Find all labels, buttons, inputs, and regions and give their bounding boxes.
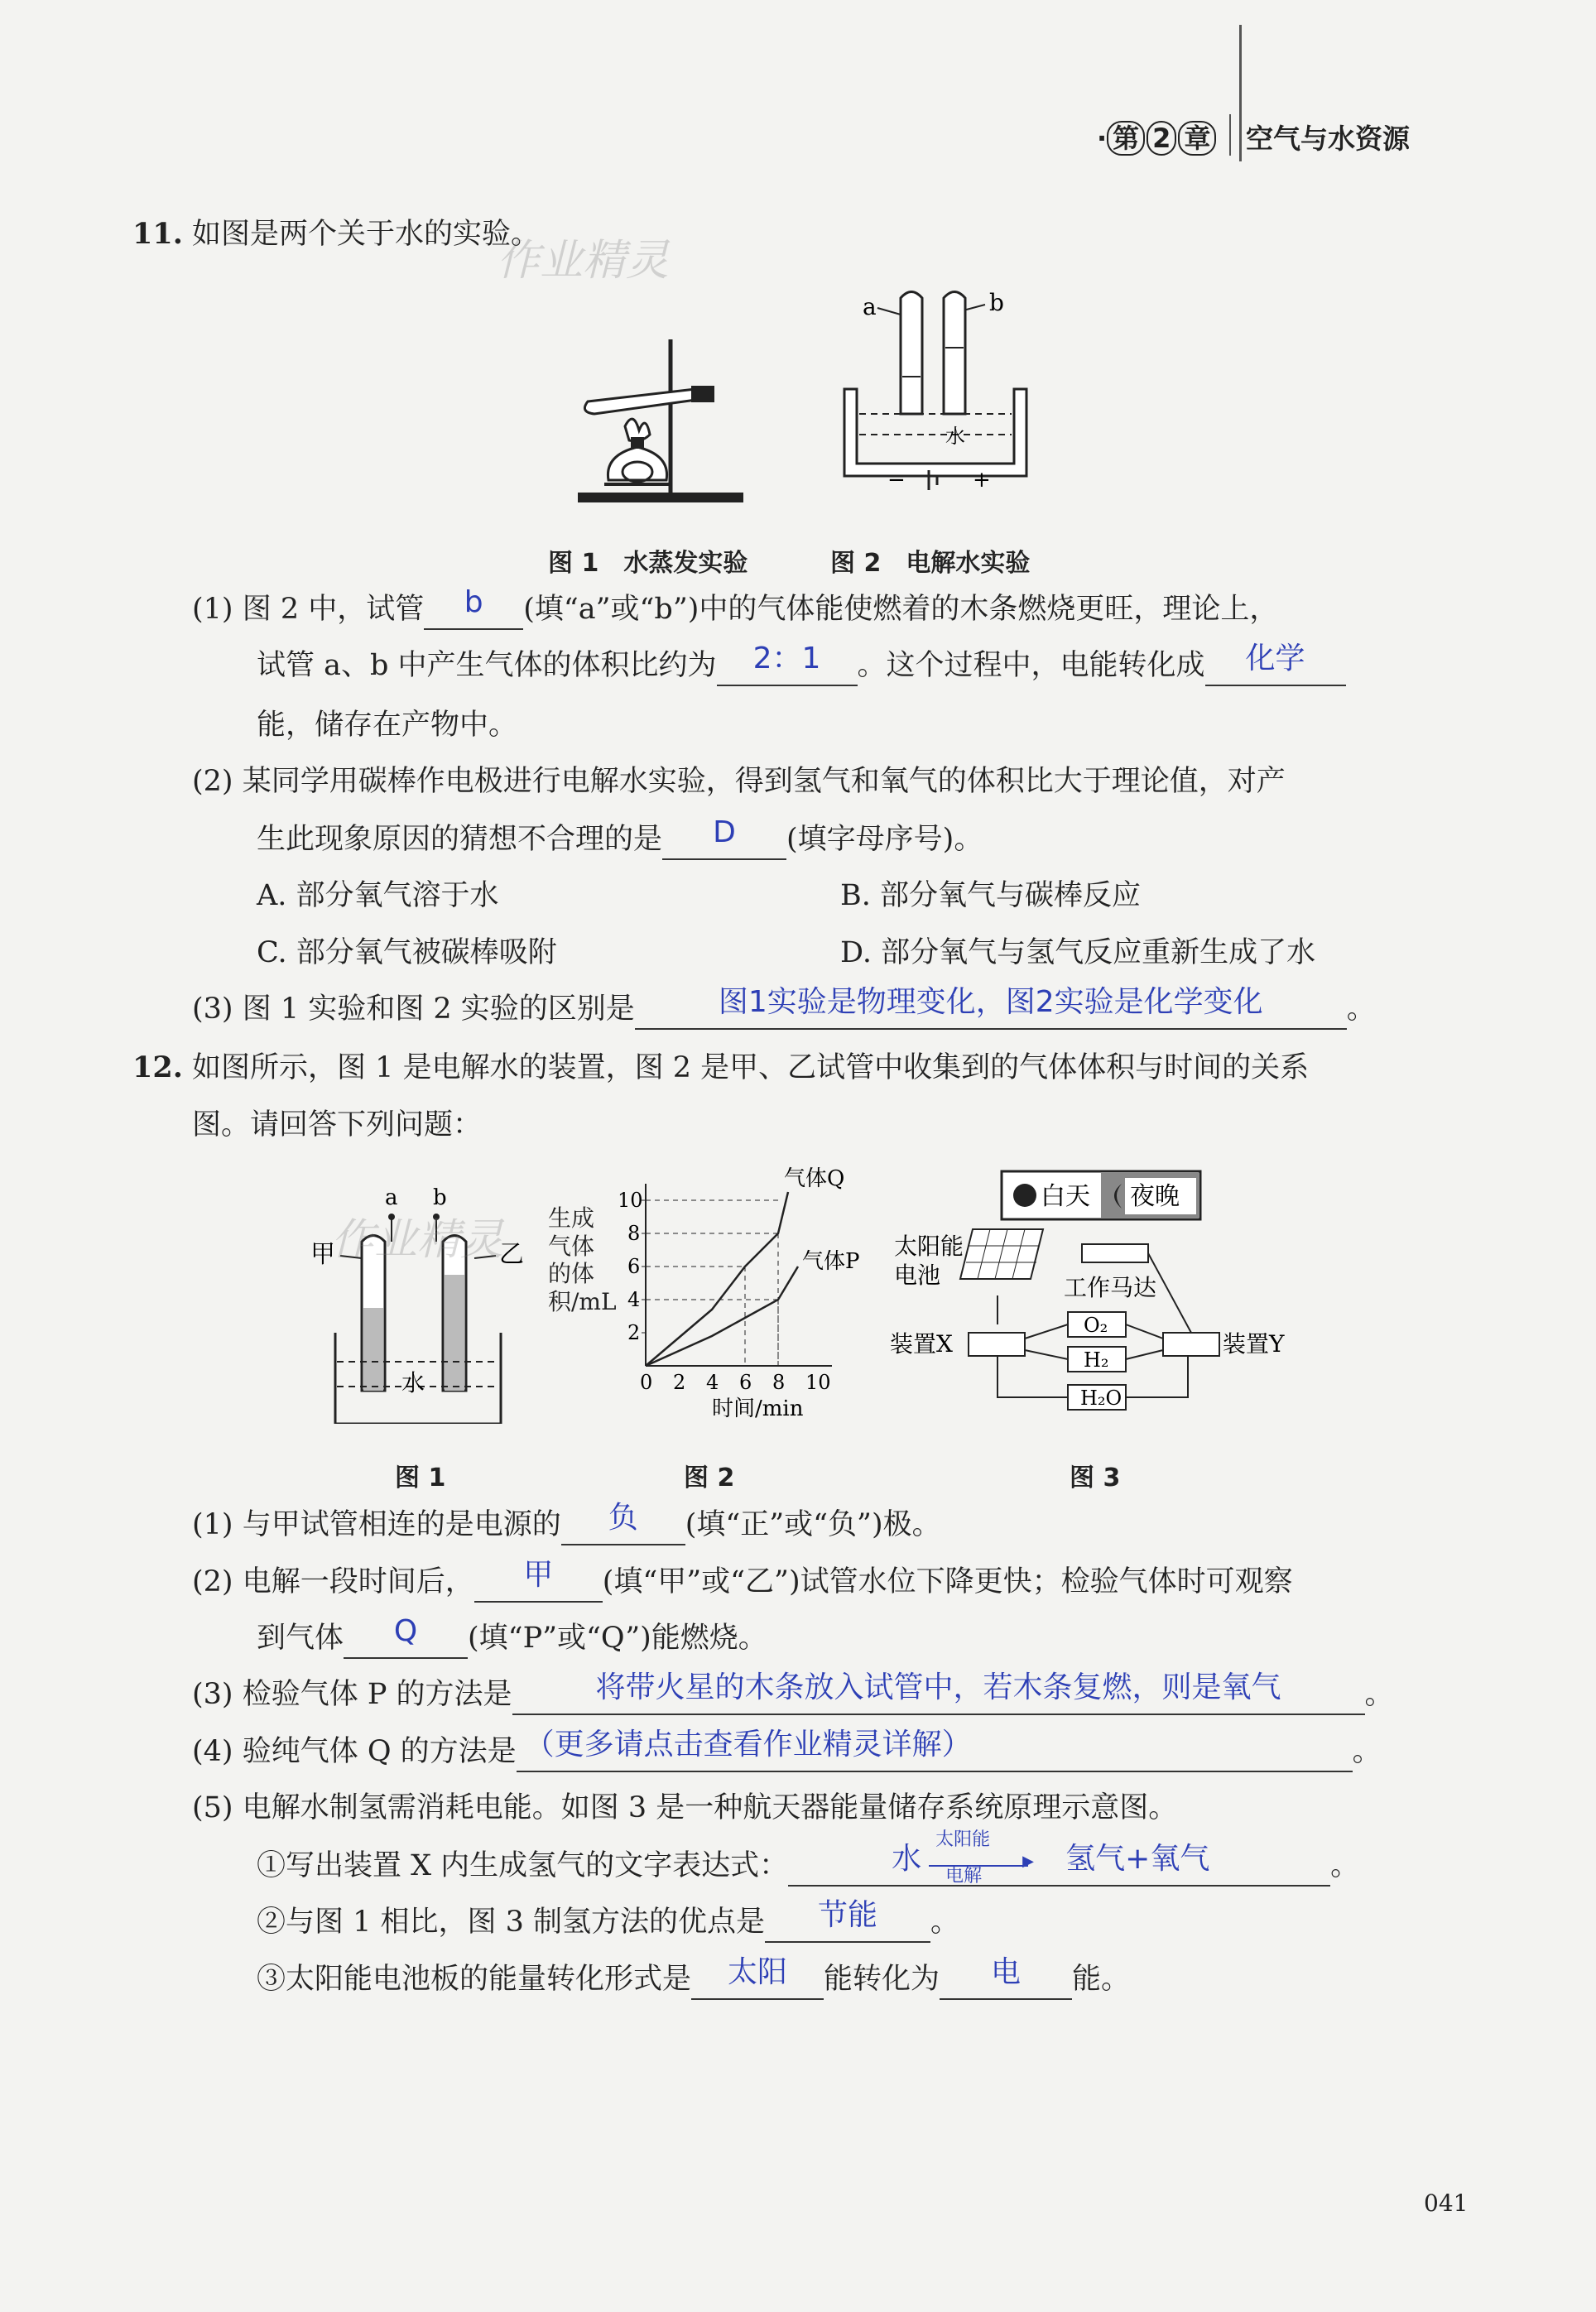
y-tick-label: 8: [627, 1222, 641, 1245]
q11-fig2-caption: 图 2 电解水实验: [830, 549, 1031, 578]
q12-fig2-caption: 图 2: [684, 1464, 735, 1492]
q11-fig2-electrolysis: [836, 281, 1035, 497]
q11-stem: 11. 如图是两个关于水的实验。: [132, 217, 541, 251]
label-a: a: [385, 1185, 398, 1210]
q11-p1-line1: (1) 图 2 中，试管 b (填“a”或“b”)中的气体能使燃着的木条燃烧更旺，理论上，: [192, 589, 1278, 630]
series-line: [646, 1192, 788, 1366]
q12-p5-s1: ①写出装置 X 内生成氢气的文字表达式： 水 太阳能 ▶ 电解 氢气+氧气 。: [257, 1829, 1360, 1887]
solar-panel-icon: [960, 1229, 1043, 1279]
answer-blank[interactable]: b: [424, 594, 523, 630]
stand-base: [578, 493, 743, 502]
q12-stem-line1: 12. 如图所示，图 1 是电解水的装置，图 2 是甲、乙试管中收集到的气体体积与时间的关系: [132, 1050, 1310, 1084]
label-devY: 装置Y: [1223, 1330, 1285, 1358]
x-tick-label: 10: [805, 1371, 831, 1394]
header-divider: [1229, 114, 1231, 156]
answer-blank[interactable]: 甲: [474, 1566, 603, 1603]
test-tube: [584, 389, 702, 414]
x-tick-label: 8: [772, 1371, 786, 1394]
q11-p2-line2: 生此现象原因的猜想不合理的是 D (填字母序号)。: [257, 820, 983, 860]
q11-p2-line1: (2) 某同学用碳棒作电极进行电解水实验，得到氢气和氧气的体积比大于理论值，对产: [192, 765, 1286, 798]
q12-stem-line2: 图。请回答下列问题：: [192, 1108, 483, 1142]
device-y: [1163, 1333, 1219, 1356]
label-yi: 乙: [499, 1240, 524, 1269]
answer-blank[interactable]: 将带火星的木条放入试管中，若木条复燃，则是氧气: [512, 1679, 1365, 1715]
q12-p4: (4) 验纯气体 Q 的方法是 （更多请点击查看作业精灵详解） 。: [192, 1732, 1382, 1772]
x-tick-label: 6: [739, 1371, 752, 1394]
tube-a: [901, 292, 922, 415]
x-tick-label: 4: [706, 1371, 719, 1394]
q11-p3: (3) 图 1 实验和图 2 实验的区别是 图1实验是物理变化，图2实验是化学变化 。: [192, 989, 1376, 1030]
series-label: 气体P: [802, 1249, 860, 1274]
q11-option-c: C. 部分氧气被碳棒吸附: [257, 936, 557, 969]
label-b: b: [433, 1185, 447, 1210]
label-h2: H₂: [1084, 1348, 1109, 1372]
x-axis-label: 时间/min: [712, 1396, 804, 1421]
answer-blank[interactable]: 节能: [765, 1906, 930, 1943]
svg-text:−: −: [887, 468, 906, 493]
q12-p5-s2: ②与图 1 相比，图 3 制氢方法的优点是 节能 。: [257, 1902, 959, 1943]
q11-p1-line3: 能，储存在产物中。: [257, 709, 518, 742]
q11-option-a: A. 部分氧气溶于水: [257, 879, 499, 912]
chapter-badge: · 第 2 章: [1097, 118, 1216, 156]
label-water: 水: [401, 1369, 425, 1396]
section-title: 空气与水资源: [1246, 123, 1410, 155]
q12-p2-line2: 到气体 Q (填“P”或“Q”)能燃烧。: [257, 1618, 767, 1659]
q12-p1: (1) 与甲试管相连的是电源的 负 (填“正”或“负”)极。: [192, 1505, 941, 1545]
answer-blank[interactable]: 负: [561, 1509, 685, 1545]
answer-blank[interactable]: 2：1: [717, 650, 858, 686]
q12-fig1-caption: 图 1: [395, 1464, 446, 1492]
trough: [844, 389, 1026, 476]
sun-icon: [1013, 1184, 1036, 1207]
y-tick-label: 4: [627, 1288, 641, 1311]
answer-blank[interactable]: 化学: [1205, 650, 1346, 686]
q11-p1-line2: 试管 a、b 中产生气体的体积比约为 2：1 。这个过程中，电能转化成 化学: [257, 646, 1346, 686]
q12-p5-intro: (5) 电解水制氢需消耗电能。如图 3 是一种航天器能量储存系统原理示意图。: [192, 1791, 1178, 1824]
q12-fig3-caption: 图 3: [1070, 1464, 1121, 1492]
answer-blank[interactable]: D: [662, 824, 786, 860]
label-night: 夜晚: [1130, 1182, 1180, 1211]
answer-blank[interactable]: 图1实验是物理变化，图2实验是化学变化: [635, 993, 1347, 1030]
label-water: 水: [945, 425, 965, 448]
q12-p3: (3) 检验气体 P 的方法是 将带火星的木条放入试管中，若木条复燃，则是氧气 。: [192, 1675, 1394, 1715]
x-tick-label: 2: [673, 1371, 686, 1394]
label-day: 白天: [1041, 1182, 1090, 1211]
header-rule: [1239, 25, 1242, 161]
watermark: 作业精灵: [497, 236, 670, 286]
q12-fig2-chart: [613, 1159, 877, 1424]
q12-p2-line1: (2) 电解一段时间后， 甲 (填“甲”或“乙”)试管水位下降更快；检验气体时可观察: [192, 1562, 1293, 1603]
answer-blank[interactable]: 太阳: [691, 1964, 824, 2000]
series-label: 气体Q: [784, 1166, 845, 1191]
q11-option-b: B. 部分氧气与碳棒反应: [840, 879, 1141, 912]
label-b: b: [989, 289, 1004, 316]
tube-b: [944, 292, 965, 415]
y-tick-label: 2: [627, 1321, 641, 1344]
page-number: 041: [1424, 2189, 1469, 2217]
device-x: [969, 1333, 1025, 1356]
label-motor: 工作马达: [1064, 1274, 1157, 1301]
answer-blank[interactable]: 水 太阳能 ▶ 电解 氢气+氧气: [788, 1850, 1330, 1887]
label-solar1: 太阳能: [894, 1233, 964, 1260]
series-line: [646, 1267, 798, 1366]
label-jia: 甲: [310, 1240, 335, 1269]
label-a: a: [863, 293, 877, 320]
answer-blank[interactable]: （更多请点击查看作业精灵详解）: [517, 1736, 1353, 1772]
label-devX: 装置X: [890, 1330, 953, 1358]
bubbles-jia: [363, 1308, 383, 1391]
label-o2: O₂: [1084, 1314, 1108, 1337]
alcohol-lamp: [608, 447, 666, 480]
answer-blank[interactable]: 电: [940, 1964, 1072, 2000]
x-tick-label: 0: [640, 1371, 653, 1394]
chart-ylabel: 生成 气体 的体 积/mL: [548, 1204, 617, 1315]
label-solar2: 电池: [894, 1262, 941, 1289]
q11-fig1-caption: 图 1 水蒸发实验: [548, 549, 748, 578]
bubbles-yi: [445, 1275, 464, 1391]
clamp: [691, 386, 714, 402]
motor-icon: [1082, 1244, 1148, 1262]
svg-text:+: +: [973, 468, 991, 493]
y-tick-label: 6: [627, 1255, 641, 1278]
y-tick-label: 10: [618, 1189, 643, 1212]
watermark: 作业精灵: [331, 1215, 504, 1265]
q11-option-d: D. 部分氧气与氢气反应重新生成了水: [840, 936, 1316, 969]
label-h2o: H₂O: [1080, 1387, 1122, 1410]
q11-fig1-evaporation: [571, 331, 803, 505]
q12-p5-s3: ③太阳能电池板的能量转化形式是 太阳 能转化为 电 能。: [257, 1959, 1130, 2000]
answer-blank[interactable]: Q: [344, 1622, 468, 1659]
q12-fig3-energy-system: [890, 1163, 1296, 1420]
